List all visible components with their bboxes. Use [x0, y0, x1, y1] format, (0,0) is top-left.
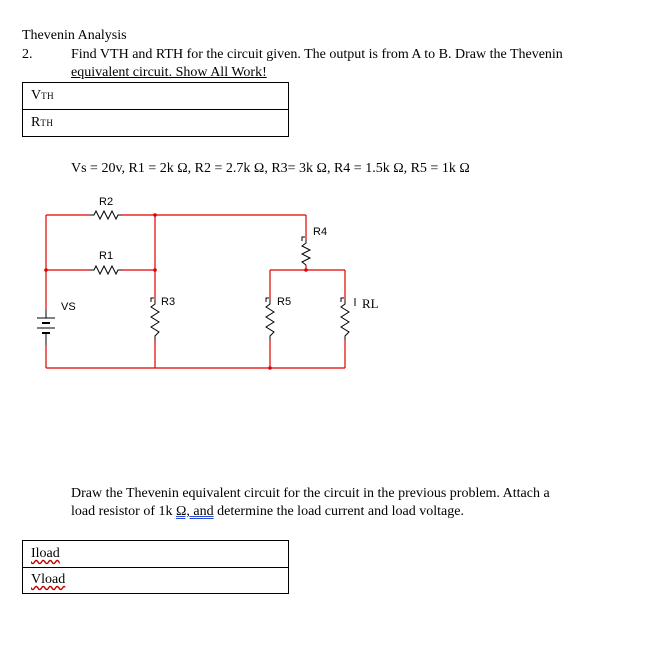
resistor-r2 — [90, 211, 122, 219]
resistor-rl — [341, 300, 349, 340]
label-r2: R2 — [99, 196, 114, 208]
node-dot — [44, 268, 48, 272]
given-values: Vs = 20v, R1 = 2k Ω, R2 = 2.7k Ω, R3= 3k Ω, R4 = 1.5k Ω, R5 = 1k Ω — [71, 161, 470, 176]
label-r1: R1 — [99, 250, 114, 262]
rth-label: RTH — [31, 115, 54, 130]
node-dot — [268, 366, 272, 370]
part2-text-line1: Draw the Thevenin equivalent circuit for the circuit in the previous problem. Attach a — [71, 486, 550, 501]
label-r5: R5 — [277, 296, 292, 308]
battery-vs — [37, 310, 55, 345]
node-dot — [153, 213, 157, 217]
part2-text-line2: load resistor of 1k Ω, and determine the load current and load voltage. — [71, 504, 464, 519]
label-vs: VS — [61, 301, 76, 313]
iload-answer-box[interactable] — [22, 540, 289, 568]
iload-label: Iload — [31, 546, 60, 561]
resistor-r3 — [151, 300, 159, 340]
node-dot — [153, 268, 157, 272]
resistor-r1 — [90, 266, 122, 274]
circuit-wires — [46, 215, 345, 368]
question-text-line1: Find VTH and RTH for the circuit given. The output is from A to B. Draw the Thevenin — [71, 47, 563, 62]
label-r3: R3 — [161, 296, 176, 308]
node-dot — [304, 268, 308, 272]
vload-answer-box[interactable] — [22, 567, 289, 594]
resistor-r4 — [302, 240, 310, 265]
page-title: Thevenin Analysis — [22, 28, 127, 43]
label-r4: R4 — [313, 226, 328, 238]
vth-label: VTH — [31, 88, 55, 103]
label-rl: RL — [362, 296, 379, 311]
circuit-nodes — [44, 213, 308, 370]
vload-label: Vload — [31, 572, 66, 587]
resistor-r5 — [266, 300, 274, 340]
question-number: 2. — [22, 47, 33, 62]
question-text-line2: equivalent circuit. Show All Work! — [71, 65, 267, 80]
